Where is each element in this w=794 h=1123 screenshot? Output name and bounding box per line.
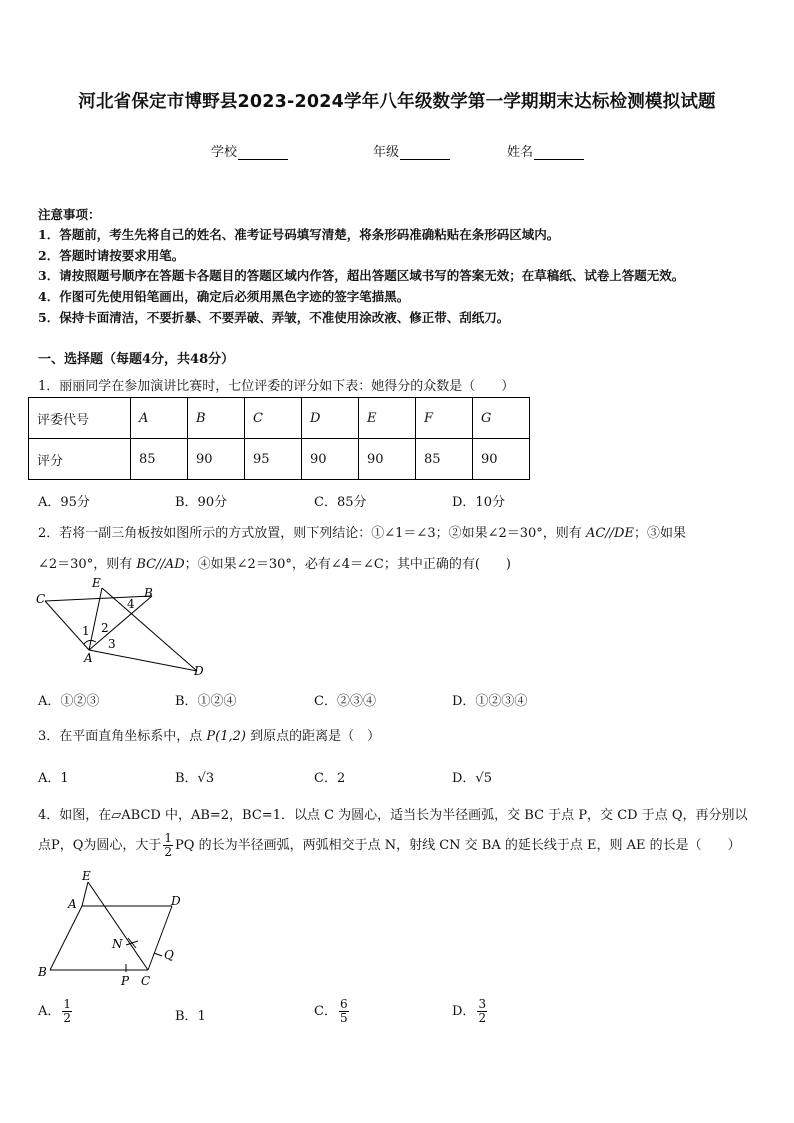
triangle-figure xyxy=(34,574,214,680)
notice-heading: 注意事项： xyxy=(38,207,101,222)
option-a[interactable]: A．①②③ xyxy=(38,694,100,709)
notice-item: 1．答题前，考生先将自己的姓名、准考证号码填写清楚，将条形码准确粘贴在条形码区域内。 xyxy=(38,227,560,242)
question-4-line-2: 点P，Q为圆心，大于 $\frac{1}{2}$ PQ 的长为半径画弧，两弧相交于点 N，射线 CN 交 BA 的延长线于点 E，则 AE 的长是（ ） xyxy=(38,831,741,859)
parallelogram-figure xyxy=(34,868,184,990)
table-row xyxy=(29,398,530,439)
angle-2-label: 2 xyxy=(101,621,109,635)
table-cell: 95 xyxy=(245,439,302,480)
table-cell: 90 xyxy=(188,439,245,480)
label-d: D xyxy=(171,894,181,908)
notice-item: 4．作图可先使用铅笔画出，确定后必须用黑色字迹的签字笔描黑。 xyxy=(38,289,410,304)
notice-item: 2．答题时请按要求用笔。 xyxy=(38,248,185,263)
notice-item: 5．保持卡面清洁，不要折暴、不要弄破、弄皱，不准使用涂改液、修正带、刮纸刀。 xyxy=(38,310,510,325)
option-b[interactable]: B．√3 xyxy=(175,771,215,786)
table-cell: 85 xyxy=(416,439,473,480)
fraction: $\frac{1}{2}$ xyxy=(63,997,72,1025)
table-row xyxy=(29,439,530,480)
score-table xyxy=(28,397,530,480)
fraction: $\frac{6}{5}$ xyxy=(339,997,348,1025)
label-c: C xyxy=(36,592,46,606)
table-cell: 85 xyxy=(131,439,188,480)
label-b: B xyxy=(144,586,153,600)
option-d[interactable]: D． $\frac{3}{2}$ xyxy=(452,997,487,1025)
school-blank[interactable] xyxy=(238,146,288,160)
option-d[interactable]: D．10分 xyxy=(452,495,505,510)
fraction: $\frac{1}{2}$ xyxy=(164,831,173,859)
label-n: N xyxy=(112,937,123,951)
table-cell: G xyxy=(473,398,530,439)
table-cell: B xyxy=(188,398,245,439)
option-a[interactable]: A． $\frac{1}{2}$ xyxy=(38,997,72,1025)
option-a[interactable]: A．1 xyxy=(38,771,69,786)
angle-4-label: 4 xyxy=(127,597,135,611)
label-d: D xyxy=(194,664,204,678)
notice-item: 3．请按照题号顺序在答题卡各题目的答题区域内作答，超出答题区域书写的答案无效；在草稿纸、试卷上答题无效。 xyxy=(38,268,685,283)
angle-3-label: 3 xyxy=(108,637,116,651)
table-cell: 90 xyxy=(302,439,359,480)
school-field[interactable] xyxy=(211,141,288,160)
label-b: B xyxy=(38,965,47,979)
table-cell: 评分 xyxy=(29,439,131,480)
label-a: A xyxy=(68,897,77,911)
fraction: $\frac{3}{2}$ xyxy=(478,997,487,1025)
table-cell: A xyxy=(131,398,188,439)
option-b[interactable]: B．90分 xyxy=(175,495,228,510)
option-a[interactable]: A．95分 xyxy=(38,495,90,510)
label-e: E xyxy=(82,869,91,883)
label-a: A xyxy=(84,651,93,665)
question-3-stem: 3．在平面直角坐标系中，点 P(1,2) 到原点的距离是（ ） xyxy=(38,729,381,744)
question-4-line-1: 4．如图，在▱ABCD 中，AB=2，BC=1．以点 C 为圆心，适当长为半径画弧，交 BC 于点 P，交 CD 于点 Q，再分别以 xyxy=(38,808,748,823)
option-d[interactable]: D．①②③④ xyxy=(452,694,528,709)
option-c[interactable]: C． $\frac{6}{5}$ xyxy=(314,997,348,1025)
school-label: 学校 xyxy=(211,145,238,160)
label-e: E xyxy=(92,576,101,590)
table-cell: E xyxy=(359,398,416,439)
table-cell: C xyxy=(245,398,302,439)
label-q: Q xyxy=(164,948,174,962)
label-p: P xyxy=(121,974,130,988)
angle-1-label: 1 xyxy=(82,624,90,638)
question-2-line-1: 2．若将一副三角板按如图所示的方式放置，则下列结论：①∠1＝∠3；②如果∠2＝30°，则有 AC//DE；③如果 xyxy=(38,526,686,541)
table-cell: 评委代号 xyxy=(29,398,131,439)
option-c[interactable]: C．2 xyxy=(314,771,346,786)
label-c: C xyxy=(141,974,151,988)
option-d[interactable]: D．√5 xyxy=(452,771,492,786)
table-cell: F xyxy=(416,398,473,439)
name-blank[interactable] xyxy=(534,146,584,160)
option-b[interactable]: B．①②④ xyxy=(175,694,237,709)
question-1-stem: 1．丽丽同学在参加演讲比赛时，七位评委的评分如下表：她得分的众数是（ ） xyxy=(38,379,515,394)
section-heading: 一、选择题（每题4分，共48分） xyxy=(38,352,235,367)
name-field[interactable] xyxy=(507,141,584,160)
name-label: 姓名 xyxy=(507,145,534,160)
option-c[interactable]: C．②③④ xyxy=(314,694,376,709)
option-c[interactable]: C．85分 xyxy=(314,495,367,510)
option-b[interactable]: B．1 xyxy=(175,1009,206,1024)
table-cell: 90 xyxy=(359,439,416,480)
table-cell: 90 xyxy=(473,439,530,480)
grade-field[interactable] xyxy=(373,141,450,160)
grade-blank[interactable] xyxy=(400,146,450,160)
page-title: 河北省保定市博野县2023-2024学年八年级数学第一学期期末达标检测模拟试题 xyxy=(78,92,716,112)
table-cell: D xyxy=(302,398,359,439)
grade-label: 年级 xyxy=(373,145,400,160)
question-2-line-2: ∠2＝30°，则有 BC//AD；④如果∠2＝30°，必有∠4＝∠C；其中正确的有( ) xyxy=(38,557,512,572)
